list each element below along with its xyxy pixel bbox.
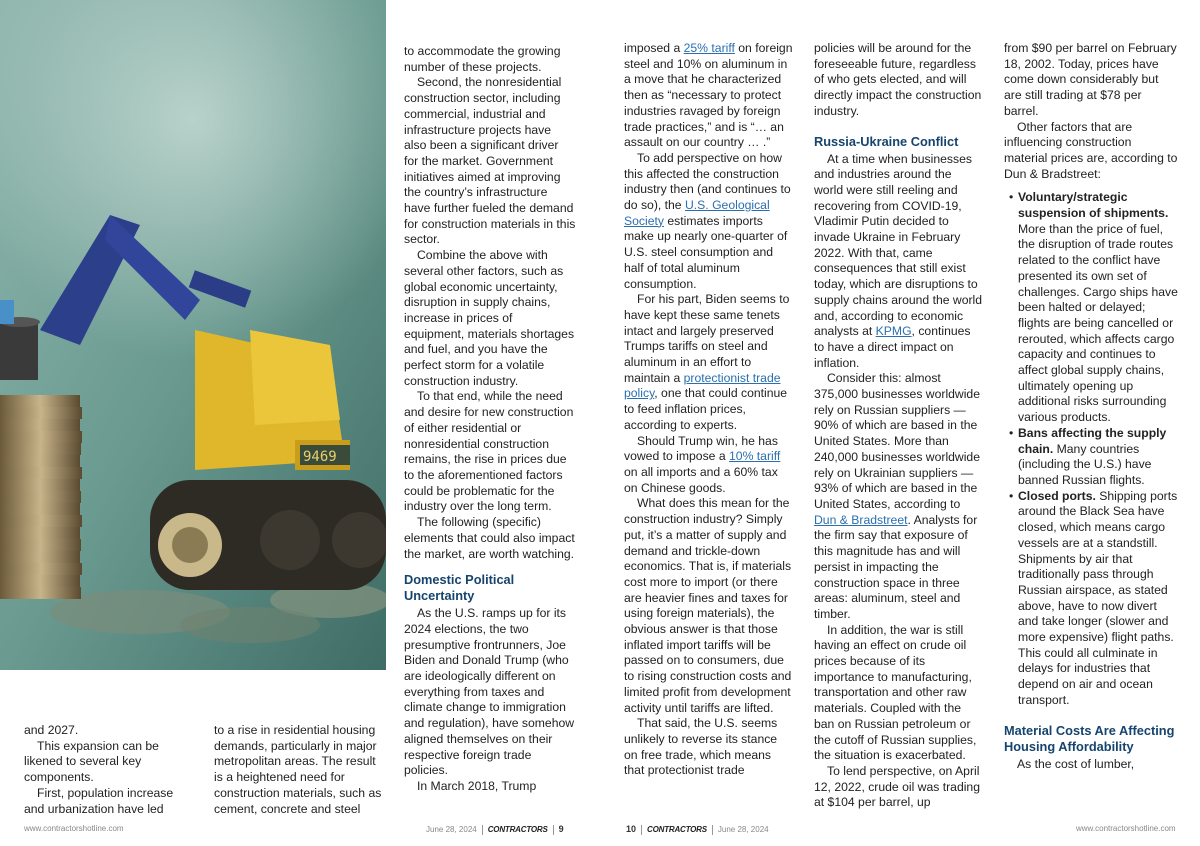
paragraph: In addition, the war is still having an effect on crude oil prices because of its importance to manufacturing, transportation and other raw materials. Coupled with the ban on Russian petroleum or the cutoff of Russian supplies, the situation is exacerbated. (814, 622, 977, 763)
paragraph: At a time when businesses and industries around the world were still reeling and recovering from COVID-19, Vladimir Putin decided to invade Ukraine in February 2022. With that, came consequences that still exist today, which are disruptions to supply chains around the world and, according to economic analysts at KPMG, continues to have a direct impact on inflation. (814, 151, 983, 370)
page-number: 9 (558, 824, 564, 834)
paragraph: and 2027. (24, 723, 79, 737)
left-column-1 (24, 723, 196, 817)
section-heading-russia-ukraine: Russia-Ukraine Conflict (814, 133, 959, 149)
section-heading-material-costs: Material Costs Are Affecting Housing Affordability (1004, 722, 1175, 754)
masthead-logo: CONTRACTORS (487, 825, 548, 834)
paragraph: to a rise in residential housing demands, particularly in major metropolitan areas. The result is a heightened need for construction materials, such as cement, concrete and steel (214, 723, 382, 816)
footer-date: June 28, 2024 (717, 825, 769, 834)
paragraph: Combine the above with several other factors, such as global economic uncertainty, disruption in supply chains, increase in prices of equipment, materials shortages and fuel, and you have the perfect storm for a volatile construction industry. (404, 248, 575, 388)
paragraph: For his part, Biden seems to have kept these same tenets intact and largely preserved Trumps tariffs on steel and aluminum in an effort to maintain a protectionist trade policy, one that could continue to feed inflation prices, according to experts. (624, 292, 790, 432)
tariff-10-link[interactable]: 10% tariff (729, 449, 781, 464)
column-5 (814, 41, 984, 811)
paragraph: Should Trump win, he has vowed to impose a 10% tariff on all imports and a 60% tax on Chinese goods. (624, 433, 781, 495)
section-heading-domestic-political: Domestic Political Uncertainty (404, 572, 515, 604)
paragraph: policies will be around for the foreseeable future, regardless of who gets elected, and will directly impact the construction industry. (814, 41, 982, 118)
column-4 (624, 41, 794, 779)
excavator-coins-illustration (0, 0, 386, 670)
paragraph: In March 2018, Trump (417, 778, 537, 793)
paragraph: to accommodate the growing number of these projects. (404, 44, 561, 74)
column-6 (1004, 41, 1178, 772)
paragraph: Other factors that are influencing construction material prices are, according to Dun & Bradstreet: (1004, 119, 1178, 181)
paragraph: Consider this: almost 375,000 businesses worldwide rely on Russian suppliers —90% of which are based in the United States. More than 240,000 businesses worldwide rely on Ukrainian suppliers — 93% of which are based in the United States, according to Dun & Bradstreet. Analysts for the firm say that exposure of this magnitude has and will persist in impacting the construction space in three areas: aluminum, steel and timber. (814, 371, 980, 621)
footer-date: June 28, 2024 (426, 825, 477, 834)
usgs-link[interactable]: U.S. Geological Society (624, 198, 770, 228)
factor-list (1004, 190, 1178, 708)
paragraph: To add perspective on how this affected the construction industry then (and continues to do so), the U.S. Geological Society estimates imports make up nearly one-quarter of U.S. steel consumption and half of total aluminum consumption. (624, 150, 791, 291)
paragraph: What does this mean for the construction industry? Simply put, it’s a matter of supply and demand and trickle-down economics. That is, if materials cost more to import (or there are heavier fines and taxes for using foreign materials), the obvious answer is that those inflated import tariffs will be passed on to consumers, due to rising construction costs and limited profit from development activity until tariffs are lifted. (624, 496, 792, 715)
right-footer (626, 823, 769, 836)
paragraph: Second, the nonresidential construction sector, including commercial, industrial and infrastructure projects have also been a significant driver for the market. Government initiatives aimed at improving the country’s infrastructure have further fueled the demand for construction materials in this sector. (404, 75, 576, 247)
left-footer-url[interactable]: www.contractorshotline.com (24, 824, 124, 833)
right-footer-url[interactable]: www.contractorshotline.com (1076, 824, 1176, 833)
paragraph: First, population increase and urbanization have led (24, 785, 174, 816)
paragraph: The following (specific) elements that could also impact the market, are worth watching. (404, 515, 575, 561)
list-item: • Closed ports. Shipping ports around the Black Sea have closed, which means cargo vessels are at a standstill. Shipments by air that traditionally pass through Russian airspace, as stated above, have to now divert and take longer (slower and more expensive) flight paths. This could all culminate in delays for industries that depend on air and ocean transport. (1018, 489, 1178, 709)
paragraph: imposed a 25% tariff on foreign steel and 10% on aluminum in a move that he characterized then as “necessary to protect industries ravaged by foreign trade practices,” and is “… an assault on our country … .” (624, 41, 793, 150)
list-item: • Voluntary/strategic suspension of shipments. More than the price of fuel, the disruption of trade routes related to the conflict have presented its own set of challenges. Cargo ships have been halted or delayed; flights are being cancelled or rerouted, which affects cargo capacity and continues to affect global supply chains, ultimately opening up additional risks surrounding various products. (1018, 190, 1178, 426)
left-column-2 (214, 723, 384, 817)
coin-stack (0, 395, 82, 599)
tariff-25-link[interactable]: 25% tariff (683, 41, 735, 55)
left-footer (426, 823, 564, 836)
masthead-logo: CONTRACTORS (647, 825, 707, 834)
paragraph: As the cost of lumber, (1017, 756, 1135, 771)
article-photo (0, 0, 386, 670)
svg-text:9469: 9469 (303, 449, 337, 465)
paragraph: To that end, while the need and desire for new construction of either residential or nonresidential construction remains, the rise in prices due to the aforementioned factors could be problematic for the industry over the long term. (404, 389, 574, 514)
paragraph: from $90 per barrel on February 18, 2002. Today, prices have come down considerably but are still trading at $78 per barrel. (1004, 41, 1177, 118)
paragraph: That said, the U.S. seems unlikely to reverse its stance on free trade, which means that protectionist trade (624, 716, 778, 778)
paragraph: To lend perspective, on April 12, 2022, crude oil was trading at $104 per barrel, up (814, 763, 980, 810)
dun-bradstreet-link[interactable]: Dun & Bradstreet (814, 512, 908, 527)
paragraph: As the U.S. ramps up for its 2024 elections, the two presumptive frontrunners, Joe Biden and Donald Trump (who are ideologically different on everything from taxes and climate change to immigration and regulation), have somehow aligned themselves on their respective foreign trade policies. (404, 606, 575, 778)
paragraph: This expansion can be likened to several key components. (24, 738, 159, 785)
protectionist-trade-policy-link[interactable]: protectionist trade policy (624, 370, 781, 401)
page-number: 10 (626, 824, 637, 834)
column-3 (404, 44, 576, 795)
kpmg-link[interactable]: KPMG (875, 324, 912, 339)
list-item: • Bans affecting the supply chain. Many countries (including the U.S.) have banned Russian flights. (1018, 426, 1178, 489)
